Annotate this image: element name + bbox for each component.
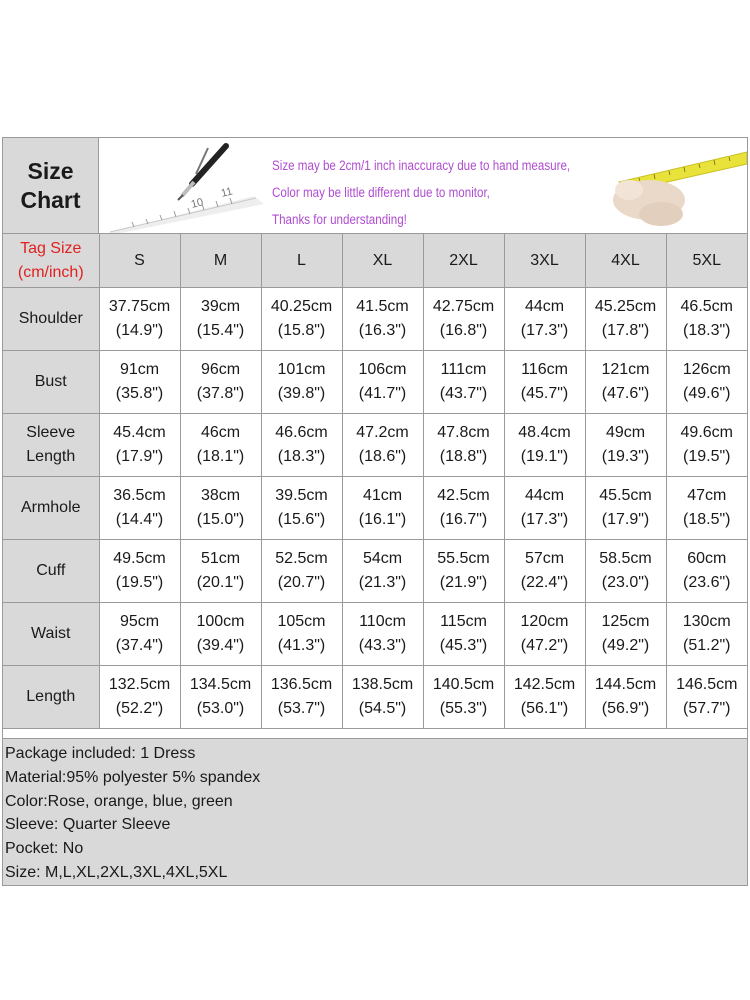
measurement-cell: [99, 288, 180, 351]
cm-value: 130cm: [682, 613, 731, 630]
cm-value: 100cm: [196, 613, 245, 630]
cm-value: 48.4cm: [518, 424, 571, 441]
inch-value: (45.7"): [520, 385, 569, 402]
inch-value: (57.7"): [683, 700, 731, 717]
tag-size-line-2: (cm/inch): [17, 263, 84, 281]
measurement-label-line: Sleeve: [26, 424, 76, 441]
cm-value: 38cm: [200, 487, 241, 504]
cm-value: 140.5cm: [432, 676, 495, 693]
measure-banner: [99, 138, 747, 233]
measurement-cell: [342, 603, 423, 666]
cm-value: 120cm: [520, 613, 569, 630]
measurement-cell: [504, 540, 585, 603]
inch-value: (15.8"): [277, 322, 326, 339]
cm-value: 134.5cm: [189, 676, 252, 693]
measurement-cell: [585, 288, 666, 351]
measurement-label-line: Length: [26, 688, 76, 705]
measurement-cell: [342, 351, 423, 414]
inch-value: (17.8"): [601, 322, 650, 339]
measurement-cell: [666, 666, 747, 729]
measurement-row: [3, 477, 747, 540]
cm-value: 45.5cm: [599, 487, 652, 504]
measurement-label-line: Armhole: [20, 499, 81, 516]
measurement-cell: [504, 603, 585, 666]
ruler-number-11: 11: [219, 185, 234, 200]
size-chart-header: [3, 138, 747, 234]
detail-package: Package included: 1 Dress: [5, 745, 196, 762]
inch-value: (19.1"): [520, 448, 569, 465]
measurement-cell: [99, 351, 180, 414]
inch-value: (43.7"): [439, 385, 488, 402]
cm-value: 95cm: [119, 613, 160, 630]
measurement-label-line: Length: [26, 448, 76, 465]
cm-value: 39.5cm: [275, 487, 328, 504]
cm-value: 132.5cm: [108, 676, 171, 693]
cm-value: 46.5cm: [680, 298, 733, 315]
measurement-cell: [180, 666, 261, 729]
cm-value: 110cm: [359, 613, 406, 630]
notice-line-3: Thanks for understanding!: [272, 212, 407, 227]
size-header-5xl: 5XL: [666, 234, 747, 288]
inch-value: (21.9"): [439, 574, 488, 591]
inch-value: (41.3"): [277, 637, 326, 654]
measurement-cell: [261, 477, 342, 540]
measurement-label-line: Shoulder: [18, 310, 83, 327]
inch-value: (19.5"): [683, 448, 731, 465]
measurement-cell: [342, 288, 423, 351]
measurement-cell: [180, 414, 261, 477]
measurement-label: [3, 540, 99, 603]
cm-value: 57cm: [524, 550, 565, 567]
tag-size-line-1: Tag Size: [20, 239, 82, 257]
size-header-3xl: 3XL: [504, 234, 585, 288]
measurement-label: [3, 603, 99, 666]
measurement-row: [3, 540, 747, 603]
measurement-cell: [666, 351, 747, 414]
measurement-cell: [180, 288, 261, 351]
inch-value: (35.8"): [115, 385, 164, 402]
cm-value: 39cm: [200, 298, 241, 315]
measurement-cell: [585, 666, 666, 729]
measurement-row: [3, 351, 747, 414]
measurement-cell: [666, 603, 747, 666]
cm-value: 96cm: [200, 361, 241, 378]
cm-value: 46cm: [200, 424, 241, 441]
inch-value: (19.3"): [601, 448, 650, 465]
measurement-notice: [272, 152, 619, 233]
cm-value: 36.5cm: [113, 487, 166, 504]
measurement-cell: [504, 477, 585, 540]
inch-value: (54.5"): [358, 700, 407, 717]
inch-value: (16.3"): [358, 322, 407, 339]
measurement-cell: [585, 414, 666, 477]
measurement-cell: [261, 666, 342, 729]
measurement-cell: [261, 603, 342, 666]
measurement-cell: [261, 288, 342, 351]
cm-value: 49.5cm: [113, 550, 166, 567]
inch-value: (56.1"): [520, 700, 569, 717]
tape-measure-hand-illustration: [599, 142, 747, 228]
cm-value: 115cm: [440, 613, 487, 630]
size-header-s: S: [99, 234, 180, 288]
size-header-row: [3, 234, 747, 288]
cm-value: 105cm: [277, 613, 326, 630]
measurement-row: [3, 414, 747, 477]
inch-value: (39.4"): [196, 637, 245, 654]
inch-value: (18.5"): [683, 511, 731, 528]
measurement-label-line: Cuff: [36, 562, 66, 579]
measurement-cell: [585, 603, 666, 666]
measurement-row: [3, 666, 747, 729]
cm-value: 47.8cm: [437, 424, 490, 441]
measurement-cell: [585, 351, 666, 414]
inch-value: (20.7"): [277, 574, 326, 591]
measurement-cell: [180, 603, 261, 666]
measurement-cell: [261, 351, 342, 414]
inch-value: (22.4"): [520, 574, 569, 591]
inch-value: (17.3"): [520, 511, 569, 528]
measurement-cell: [99, 603, 180, 666]
cm-value: 37.75cm: [108, 298, 171, 315]
inch-value: (17.3"): [520, 322, 569, 339]
cm-value: 44cm: [524, 487, 565, 504]
inch-value: (18.3"): [277, 448, 326, 465]
measurement-cell: [180, 351, 261, 414]
measurement-cell: [423, 477, 504, 540]
measurement-cell: [585, 540, 666, 603]
cm-value: 144.5cm: [594, 676, 657, 693]
inch-value: (47.6"): [601, 385, 650, 402]
inch-value: (39.8"): [277, 385, 326, 402]
cm-value: 45.4cm: [113, 424, 166, 441]
cm-value: 146.5cm: [676, 676, 738, 693]
inch-value: (19.5"): [115, 574, 164, 591]
cm-value: 54cm: [362, 550, 403, 567]
size-chart: [2, 137, 748, 886]
measurement-cell: [423, 666, 504, 729]
cm-value: 45.25cm: [594, 298, 657, 315]
measurement-row: [3, 603, 747, 666]
inch-value: (17.9"): [601, 511, 650, 528]
measurement-cell: [342, 540, 423, 603]
inch-value: (17.9"): [115, 448, 164, 465]
measurement-label: [3, 414, 99, 477]
inch-value: (14.4"): [115, 511, 164, 528]
inch-value: (47.2"): [520, 637, 569, 654]
cm-value: 126cm: [682, 361, 731, 378]
inch-value: (16.8"): [439, 322, 488, 339]
measurement-cell: [504, 666, 585, 729]
cm-value: 121cm: [601, 361, 650, 378]
inch-value: (51.2"): [683, 637, 731, 654]
cm-value: 41.5cm: [356, 298, 409, 315]
title-line-2: Chart: [20, 186, 81, 213]
inch-value: (14.9"): [115, 322, 164, 339]
inch-value: (56.9"): [601, 700, 650, 717]
cm-value: 44cm: [524, 298, 565, 315]
detail-pocket: Pocket: No: [5, 840, 84, 858]
measurement-cell: [666, 414, 747, 477]
measurement-rows: [3, 288, 747, 729]
cm-value: 106cm: [358, 361, 407, 378]
measurement-row: [3, 288, 747, 351]
measurement-cell: [666, 477, 747, 540]
measurement-cell: [180, 477, 261, 540]
cm-value: 58.5cm: [599, 550, 652, 567]
inch-value: (18.1"): [196, 448, 245, 465]
measurement-label: [3, 666, 99, 729]
cm-value: 55.5cm: [437, 550, 490, 567]
measurement-cell: [423, 603, 504, 666]
inch-value: (53.7"): [277, 700, 326, 717]
size-header-2xl: 2XL: [423, 234, 504, 288]
cm-value: 138.5cm: [351, 676, 414, 693]
measurement-cell: [99, 477, 180, 540]
inch-value: (16.1"): [358, 511, 407, 528]
product-details: [3, 738, 747, 885]
measurement-cell: [99, 666, 180, 729]
inch-value: (16.7"): [439, 511, 488, 528]
inch-value: (53.0"): [196, 700, 245, 717]
size-chart-title: [3, 138, 99, 233]
cm-value: 47.2cm: [356, 424, 409, 441]
size-header-4xl: 4XL: [585, 234, 666, 288]
measurement-cell: [423, 414, 504, 477]
cm-value: 51cm: [200, 550, 241, 567]
measurement-label-line: Bust: [34, 373, 67, 390]
inch-value: (45.3"): [439, 637, 488, 654]
measurement-label: [3, 288, 99, 351]
inch-value: (15.4"): [196, 322, 245, 339]
measurement-cell: [342, 414, 423, 477]
tag-size-label: [3, 234, 99, 288]
cm-value: 40.25cm: [270, 298, 333, 315]
inch-value: (18.3"): [683, 322, 731, 339]
size-header-l: L: [261, 234, 342, 288]
cm-value: 142.5cm: [513, 676, 576, 693]
measurement-label: [3, 351, 99, 414]
cm-value: 60cm: [687, 550, 727, 567]
inch-value: (49.2"): [601, 637, 650, 654]
cm-value: 49cm: [605, 424, 646, 441]
cm-value: 42.5cm: [437, 487, 490, 504]
measurement-cell: [261, 414, 342, 477]
measurement-cell: [342, 477, 423, 540]
measurement-cell: [180, 540, 261, 603]
inch-value: (18.6"): [358, 448, 407, 465]
title-line-1: Size: [27, 157, 74, 184]
measurement-cell: [342, 666, 423, 729]
cm-value: 111cm: [440, 361, 487, 378]
ruler-number-10: 10: [189, 196, 205, 211]
size-header-xl: XL: [342, 234, 423, 288]
measurement-label-line: Waist: [31, 625, 71, 642]
measurement-label: [3, 477, 99, 540]
cm-value: 136.5cm: [270, 676, 333, 693]
inch-value: (37.4"): [115, 637, 164, 654]
measurement-cell: [423, 540, 504, 603]
measurement-cell: [504, 414, 585, 477]
measurement-cell: [423, 351, 504, 414]
measurement-cell: [585, 477, 666, 540]
cm-value: 41cm: [362, 487, 403, 504]
pen-ruler-illustration: [104, 138, 264, 234]
measurement-cell: [99, 414, 180, 477]
inch-value: (15.6"): [277, 511, 326, 528]
inch-value: (21.3"): [358, 574, 407, 591]
detail-material: Material:95% polyester 5% spandex: [5, 768, 261, 786]
inch-value: (18.8"): [439, 448, 488, 465]
notice-line-1: Size may be 2cm/1 inch inaccuracy due to hand measure,: [272, 158, 571, 173]
measurement-cell: [423, 288, 504, 351]
cm-value: 46.6cm: [275, 424, 328, 441]
inch-value: (15.0"): [196, 511, 245, 528]
cm-value: 49.6cm: [680, 424, 733, 441]
measurement-cell: [666, 288, 747, 351]
inch-value: (43.3"): [358, 637, 407, 654]
cm-value: 52.5cm: [275, 550, 328, 567]
cm-value: 47cm: [687, 487, 727, 504]
detail-color: Color:Rose, orange, blue, green: [5, 792, 233, 810]
inch-value: (55.3"): [439, 700, 488, 717]
detail-sleeve: Sleeve: Quarter Sleeve: [5, 816, 171, 834]
measurement-cell: [99, 540, 180, 603]
inch-value: (23.6"): [683, 574, 731, 591]
detail-sizes: Size: M,L,XL,2XL,3XL,4XL,5XL: [5, 863, 228, 881]
size-header-m: M: [180, 234, 261, 288]
inch-value: (20.1"): [196, 574, 245, 591]
cm-value: 125cm: [601, 613, 650, 630]
inch-value: (41.7"): [358, 385, 407, 402]
cm-value: 91cm: [119, 361, 160, 378]
notice-line-2: Color may be little different due to monitor,: [272, 185, 490, 200]
measurement-cell: [504, 351, 585, 414]
cm-value: 101cm: [277, 361, 326, 378]
cm-value: 42.75cm: [432, 298, 495, 315]
measurement-cell: [261, 540, 342, 603]
inch-value: (49.6"): [683, 385, 731, 402]
measurement-cell: [666, 540, 747, 603]
cm-value: 116cm: [521, 361, 568, 378]
inch-value: (52.2"): [115, 700, 164, 717]
inch-value: (23.0"): [601, 574, 650, 591]
inch-value: (37.8"): [196, 385, 245, 402]
measurement-cell: [504, 288, 585, 351]
size-table: [3, 233, 747, 729]
